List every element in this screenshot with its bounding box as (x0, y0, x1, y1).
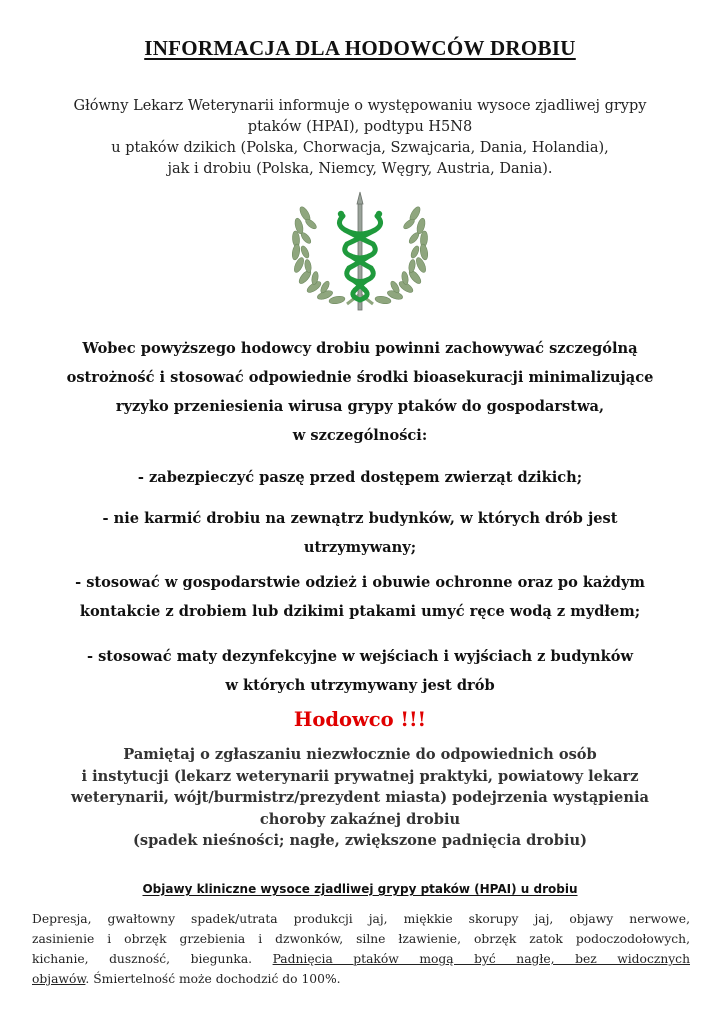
recommendation-line: - stosować maty dezynfekcyjne w wejściach i wyjściach z budynków (86, 648, 634, 665)
recommendation-line: w szczególności: (292, 427, 428, 444)
recommendation-item (20, 642, 700, 700)
recommendation-item (20, 568, 700, 626)
recommendation-intro (20, 334, 700, 450)
appeal-line: weterynarii, wójt/burmistrz/prezydent miasta) podejrzenia wystąpienia (71, 789, 649, 806)
symptoms-underlined-text: Padnięcia ptaków mogą być nagłe, bez widocznych (272, 952, 690, 966)
symptoms-line: zasinienie i obrzęk grzebienia i dzwonków, silne łzawienie, obrzęk zatok podoczodołowych, (32, 932, 690, 946)
appeal-line: choroby zakaźnej drobiu (259, 810, 461, 828)
recommendation-line: ostrożność i stosować odpowiednie środki bioasekuracji minimalizujące (66, 369, 654, 386)
symptoms-line: Depresja, gwałtowny spadek/utrata produkcji jaj, miękkie skorupy jaj, objawy nerwowe, (32, 912, 690, 926)
recommendation-line: - zabezpieczyć paszę przed dostępem zwierząt dzikich; (137, 469, 583, 486)
recommendation-line: - stosować w gospodarstwie odzież i obuwie ochronne oraz po każdym (75, 574, 645, 591)
appeal-line: i instytucji (lekarz weterynarii prywatnej praktyki, powiatowy lekarz (81, 767, 639, 785)
intro-paragraph (30, 96, 690, 180)
appeal-heading: Hodowco !!! (293, 708, 427, 731)
symptoms-line (32, 969, 690, 989)
intro-line: jak i drobiu (Polska, Niemcy, Węgry, Austria, Dania). (167, 161, 553, 177)
recommendation-line: kontakcie z drobiem lub dzikimi ptakami umyć ręce wodą z mydłem; (79, 603, 641, 620)
symptoms-paragraph (32, 909, 690, 989)
symptoms-underlined-text: objawów (32, 972, 86, 986)
page-title: INFORMACJA DLA HODOWCÓW DROBIU (144, 36, 576, 60)
intro-line: ptaków (HPAI), podtypu H5N8 (247, 119, 473, 135)
recommendation-item (20, 504, 700, 562)
intro-line: Główny Lekarz Weterynarii informuje o występowaniu wysoce zjadliwej grypy (73, 98, 647, 114)
recommendation-item (20, 463, 700, 492)
appeal-line: Pamiętaj o zgłaszaniu niezwłocznie do odpowiednich osób (123, 746, 597, 763)
symptoms-text: kichanie, duszność, biegunka. (32, 952, 253, 966)
recommendation-line: w których utrzymywany jest drób (225, 677, 495, 694)
recommendation-line: Wobec powyższego hodowcy drobiu powinni zachowywać szczególną (82, 340, 638, 357)
symptoms-line (32, 949, 690, 969)
recommendation-line: ryzyko przeniesienia wirusa grypy ptaków do gospodarstwa, (115, 398, 605, 415)
appeal-paragraph (20, 744, 700, 852)
appeal-line: (spadek nieśności; nagłe, zwiększone padnięcia drobiu) (132, 832, 588, 849)
intro-line: u ptaków dzikich (Polska, Chorwacja, Szwajcaria, Dania, Holandia), (111, 140, 609, 156)
recommendation-line: utrzymywany; (303, 539, 417, 556)
caduceus-laurel-icon (285, 186, 435, 316)
rod-icon (357, 192, 363, 310)
recommendation-line: - nie karmić drobiu na zewnątrz budynków, w których drób jest (102, 510, 618, 527)
symptoms-title: Objawy kliniczne wysoce zjadliwej grypy ptaków (HPAI) u drobiu (142, 882, 578, 896)
symptoms-text: . Śmiertelność może dochodzić do 100%. (85, 972, 341, 986)
